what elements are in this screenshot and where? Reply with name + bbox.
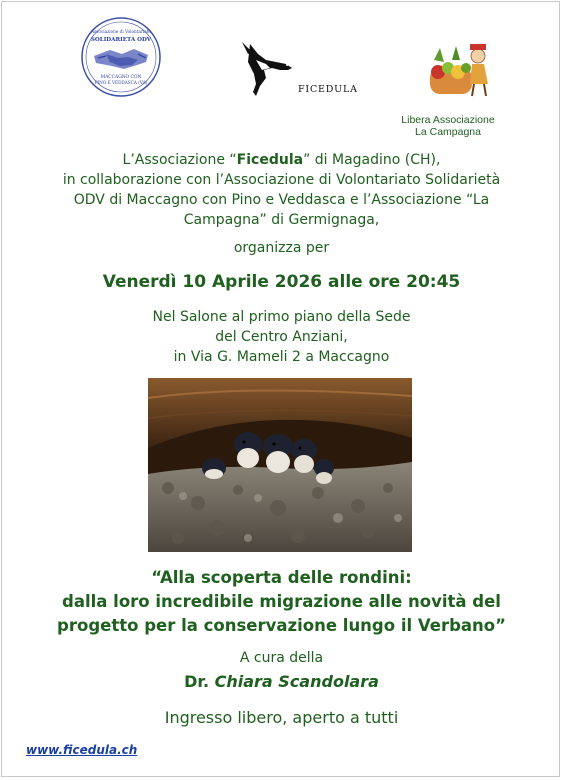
solid-logo-bottom-2: PINO E VEDDASCA (VA): [94, 80, 148, 85]
talk-title-line-1: “Alla scoperta delle rondini:: [151, 568, 412, 587]
solidarieta-odv-logo: [80, 16, 162, 98]
speaker-fullname: Chiara Scandolara: [214, 672, 379, 691]
speaker-name: [0, 672, 563, 691]
talk-title-line-2: dalla loro incredibile migrazione alle novità del: [62, 592, 501, 611]
intro-l1-pre: L’Associazione “: [122, 152, 237, 168]
location-line-3: in Via G. Mameli 2 a Maccagno: [173, 349, 390, 365]
intro-line-1: [0, 150, 563, 170]
solid-logo-name: SOLIDARIETÀ ODV: [90, 37, 152, 43]
intro-line-3: ODV di Maccagno con Pino e Veddasca e l’Associazione “La: [73, 192, 490, 208]
event-date: Venerdì 10 Aprile 2026 alle ore 20:45: [102, 272, 461, 292]
ficedula-logo: [236, 40, 358, 102]
magpie-bird-icon: [242, 42, 292, 96]
campagna-logo: [426, 38, 496, 98]
cura-label: A cura della: [239, 650, 324, 666]
event-location: [0, 307, 563, 367]
intro-l1-post: ” di Magadino (CH),: [303, 152, 441, 168]
solid-logo-bottom-1: MACCAGNO CON: [100, 75, 142, 80]
talk-title: [0, 566, 563, 638]
speaker-prefix: Dr.: [184, 672, 210, 691]
intro-line-2: in collaborazione con l’Associazione di Volontariato Solidarietà: [62, 172, 501, 188]
campagna-caption-line2: La Campagna: [415, 126, 481, 138]
intro-l1-ficedula: Ficedula: [236, 152, 304, 168]
talk-title-line-3: progetto per la conservazione lungo il Verbano”: [57, 616, 506, 635]
intro-paragraph: [0, 150, 563, 230]
entry-info: Ingresso libero, aperto a tutti: [164, 708, 399, 727]
website-link[interactable]: www.ficedula.ch: [26, 743, 138, 757]
location-line-2: del Centro Anziani,: [215, 329, 348, 345]
intro-line-4: Campagna” di Germignaga,: [183, 212, 380, 228]
organizza-text: organizza per: [233, 240, 330, 256]
solid-logo-top-text: Associazione di Volontariato: [91, 29, 151, 34]
location-line-1: Nel Salone al primo piano della Sede: [152, 309, 411, 325]
campagna-caption-line1: Libera Associazione: [401, 114, 495, 126]
campagna-caption: [398, 114, 498, 138]
swallows-nest-photo: [148, 378, 412, 552]
ficedula-logo-text: FICEDULA: [298, 84, 358, 95]
